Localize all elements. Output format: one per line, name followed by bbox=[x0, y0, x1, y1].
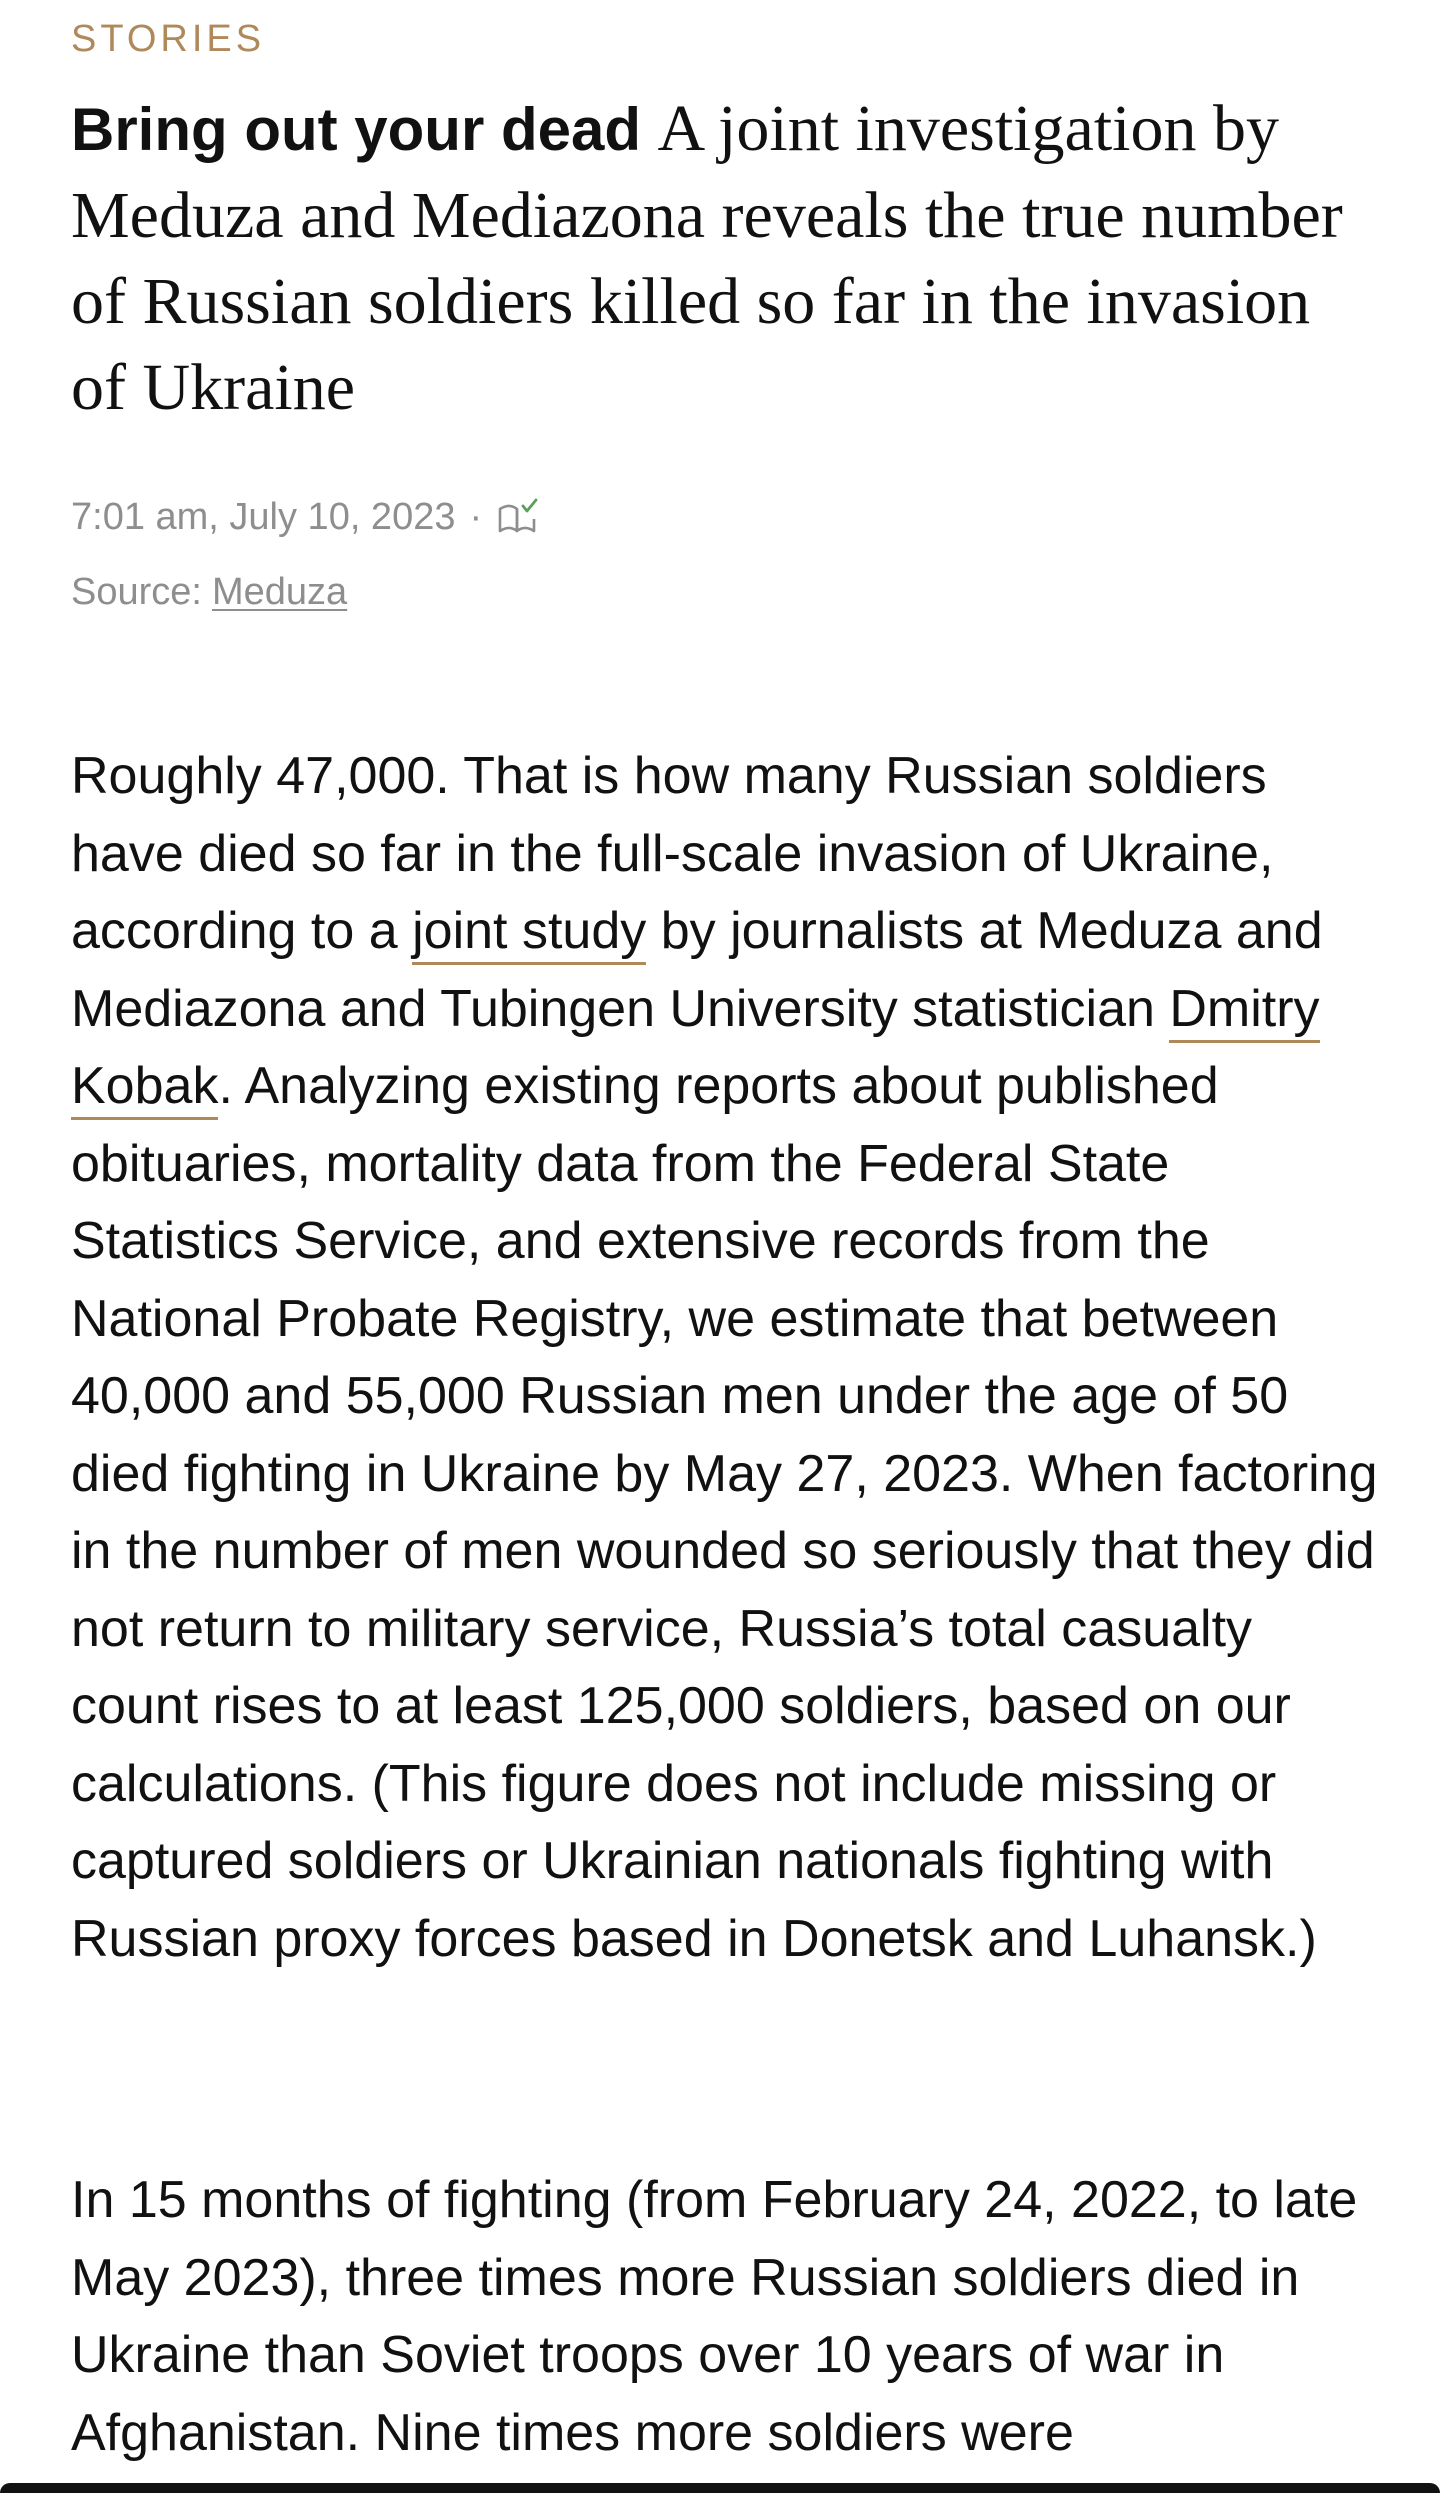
article-headline bbox=[71, 86, 1371, 431]
meta-separator: · bbox=[469, 496, 483, 538]
body-paragraph-2: In 15 months of fighting (from February 24, 2022, to late May 2023), three times more Russian soldiers died in Ukraine than Soviet troops over 10 years of war in Afghanistan. Nine times more soldiers were bbox=[71, 2171, 1358, 2462]
joint-study-link[interactable]: joint study bbox=[412, 902, 646, 965]
section-rubric[interactable]: STORIES bbox=[71, 18, 266, 60]
source-label: Source: bbox=[71, 571, 202, 613]
article-meta bbox=[71, 496, 542, 539]
paragraph-text: . Analyzing existing reports about published obituaries, mortality data from the Federal State Statistics Service, and extensive records from the National Probate Registry, we estimate that between 40,000 and 55,000 Russian men under the age of 50 died fighting in Ukraine by May 27, 2023. When factoring in the number of men wounded so seriously that they did not return to military service, Russia’s total casualty count rises to at least 125,000 soldiers, based on our calculations. (This figure does not include missing or captured soldiers or Ukrainian nationals fighting with Russian proxy forces based in Donetsk and Luhansk.) bbox=[71, 1057, 1378, 1968]
paragraph-text: Roughly 47,000. That is how many Russian soldiers have died so far in the full-scale invasion of Ukraine, according to a bbox=[71, 747, 1274, 960]
headline-first: Bring out your dead bbox=[71, 96, 641, 163]
paragraph-text: by journalists at Meduza and Mediazona and Tubingen University statistician bbox=[71, 902, 1323, 1038]
bottom-scroll-bar bbox=[0, 2483, 1440, 2493]
source-link[interactable]: Meduza bbox=[211, 571, 348, 613]
article-source bbox=[71, 571, 347, 614]
bookmark-check-icon[interactable] bbox=[496, 497, 542, 539]
publish-date: 7:01 am, July 10, 2023 bbox=[71, 496, 456, 538]
body-paragraph-1 bbox=[71, 738, 1381, 1978]
dmitry-kobak-link[interactable]: Dmitry Kobak bbox=[71, 980, 1320, 1121]
headline-second: A joint investigation by Meduza and Mediazona reveals the true number of Russian soldiers killed so far in the invasion of Ukraine bbox=[71, 92, 1343, 424]
